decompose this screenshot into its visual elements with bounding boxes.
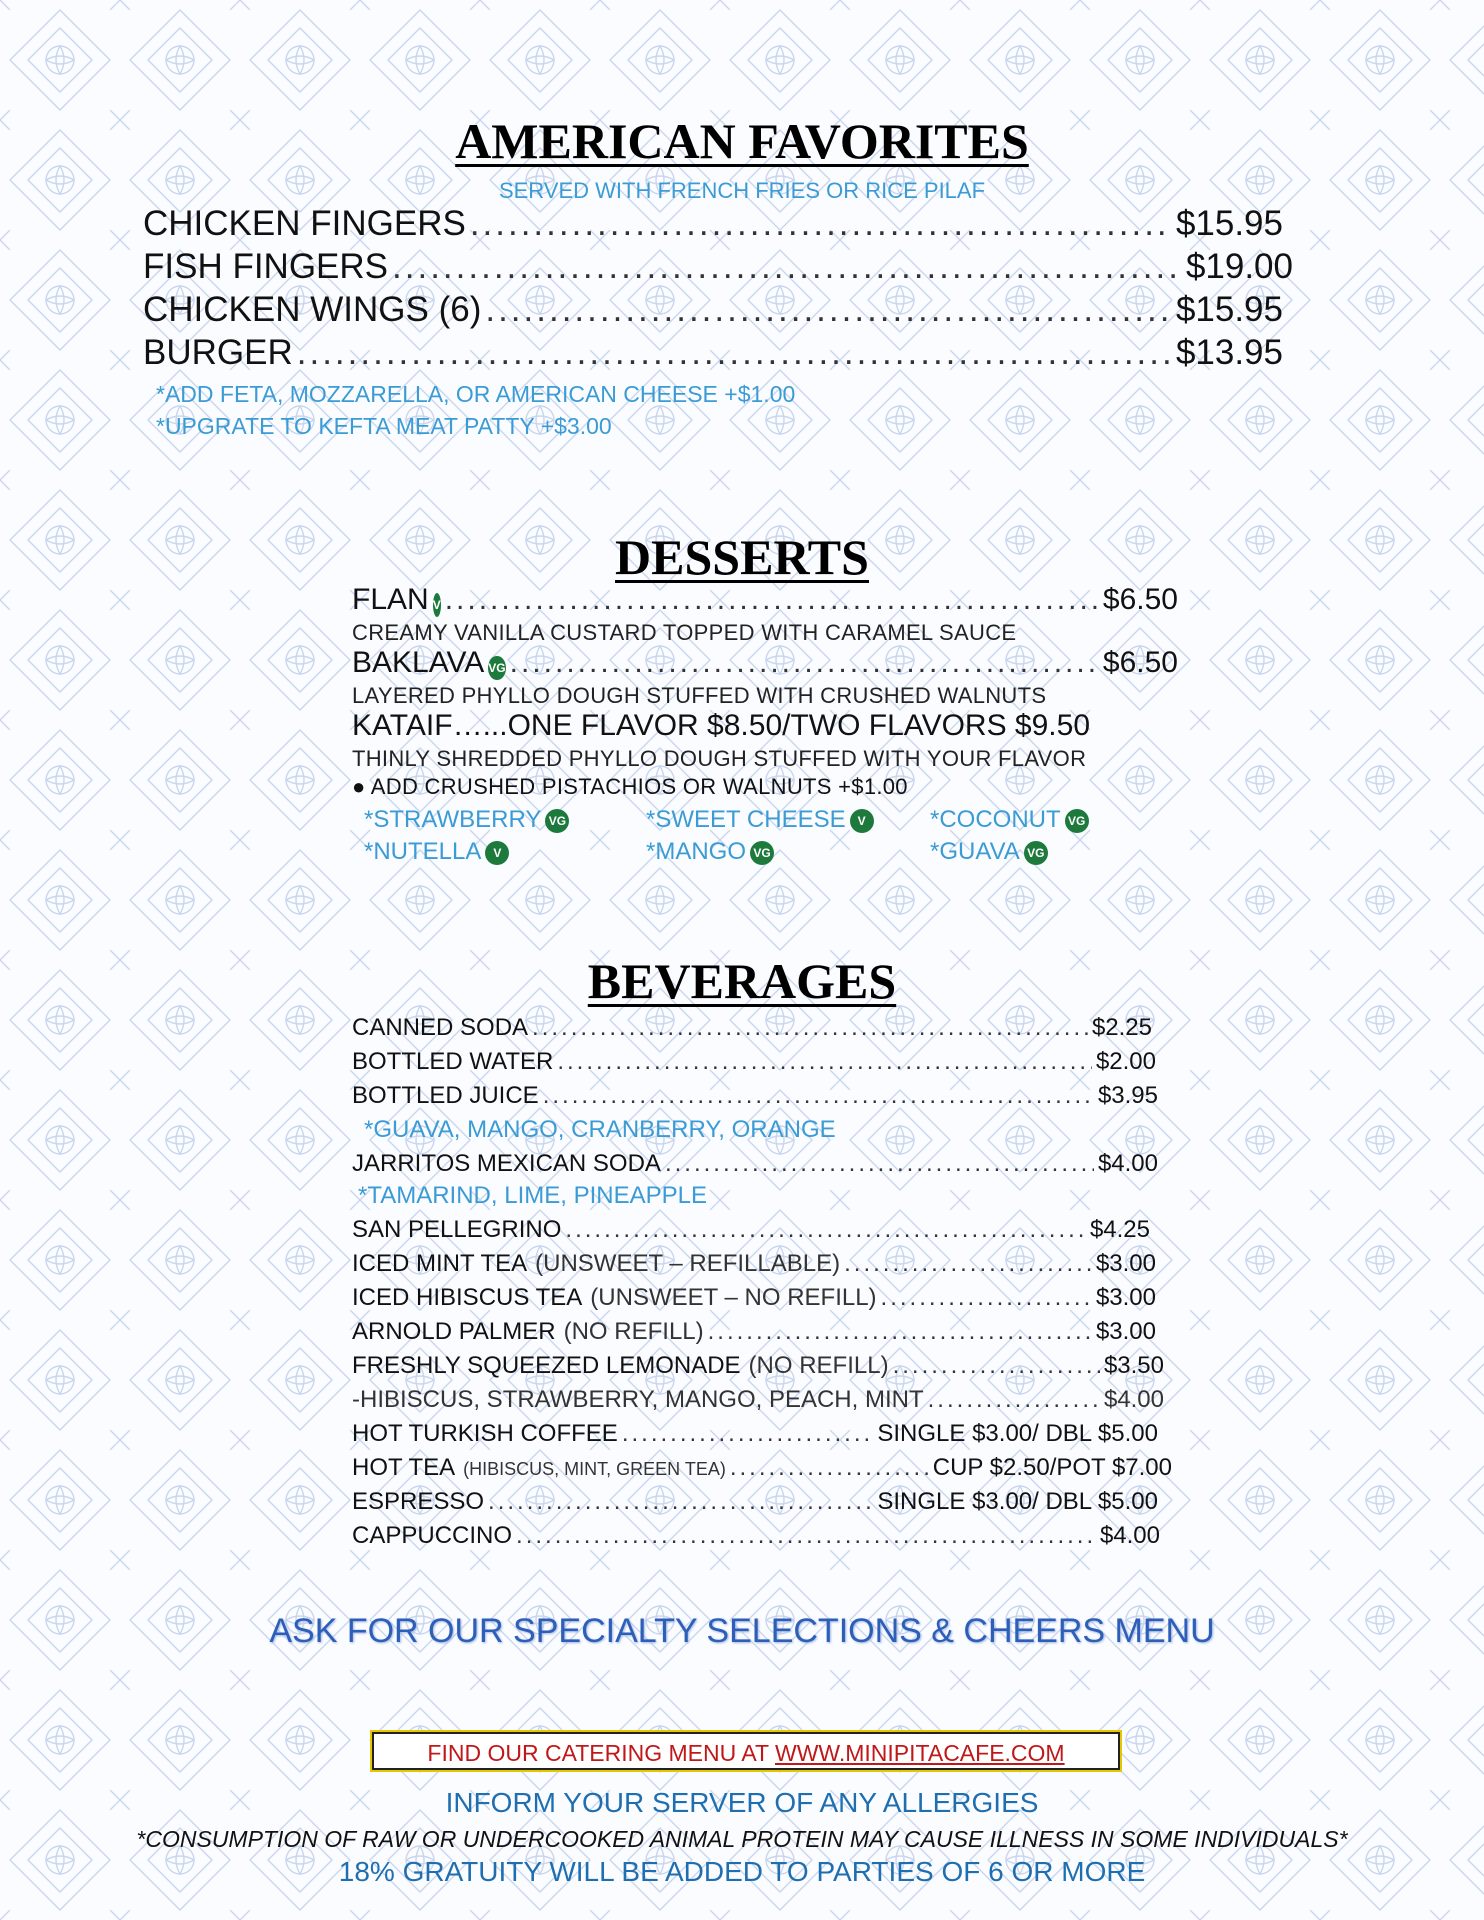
leader-dots <box>565 1216 1086 1244</box>
item-name: FLAN <box>352 583 429 616</box>
beverage-iced-hibiscus-tea <box>352 1284 1156 1312</box>
item-price: $3.00 <box>1095 1284 1156 1311</box>
baklava-description: LAYERED PHYLLO DOUGH STUFFED WITH CRUSHED WALNUTS <box>352 683 1047 708</box>
item-price: $15.95 <box>1175 290 1283 329</box>
catering-text: FIND OUR CATERING MENU AT <box>427 1740 775 1766</box>
leader-dots <box>665 1150 1094 1178</box>
vegan-badge-icon: VG <box>1024 841 1048 865</box>
item-name: ICED MINT TEA <box>352 1250 528 1277</box>
item-price: $3.50 <box>1103 1352 1164 1379</box>
leader-dots <box>510 646 1099 680</box>
flavor-mango <box>646 838 774 866</box>
item-price: $3.95 <box>1097 1082 1158 1109</box>
item-name: CANNED SODA <box>352 1014 529 1041</box>
item-price: $19.00 <box>1185 247 1293 286</box>
menu-item-baklava <box>352 646 1178 680</box>
item-price: ONE FLAVOR $8.50/TWO FLAVORS $9.50 <box>507 709 1090 742</box>
item-name: BURGER <box>143 333 293 372</box>
flan-description: CREAMY VANILLA CUSTARD TOPPED WITH CARAMEL SAUCE <box>352 620 1017 645</box>
leader-dots <box>881 1284 1092 1312</box>
flavor-name: *NUTELLA <box>364 838 482 865</box>
burger-cheese-note: *ADD FETA, MOZZARELLA, OR AMERICAN CHEESE +$1.00 <box>156 381 796 407</box>
catering-website-link[interactable]: WWW.MINIPITACAFE.COM <box>774 1740 1065 1766</box>
item-price: $4.00 <box>1097 1150 1158 1177</box>
kataif-description: THINLY SHREDDED PHYLLO DOUGH STUFFED WITH YOUR FLAVOR <box>352 746 1087 771</box>
beverages-title: BEVERAGES <box>587 953 897 1009</box>
item-name: ARNOLD PALMER <box>352 1318 556 1345</box>
item-price: $4.00 <box>1099 1522 1160 1549</box>
item-name: FISH FINGERS <box>143 247 389 286</box>
menu-item-fish-fingers <box>143 247 1293 287</box>
beverage-arnold-palmer <box>352 1318 1156 1346</box>
menu-item-burger <box>143 333 1283 373</box>
item-price: SINGLE $3.00/ DBL $5.00 <box>877 1420 1158 1447</box>
item-name: ICED HIBISCUS TEA <box>352 1284 583 1311</box>
item-name: -HIBISCUS, STRAWBERRY, MANGO, PEACH, MINT <box>352 1386 924 1413</box>
leader-dots <box>708 1318 1092 1346</box>
item-name: JARRITOS MEXICAN SODA <box>352 1150 661 1177</box>
item-name: HOT TURKISH COFFEE <box>352 1420 618 1447</box>
beverage-turkish-coffee <box>352 1420 1158 1448</box>
leader-dots <box>445 583 1099 617</box>
vegetarian-badge-icon: V <box>850 809 874 833</box>
flavor-name: *COCONUT <box>930 806 1061 833</box>
beverage-bottled-water <box>352 1048 1156 1076</box>
item-price: $3.00 <box>1095 1318 1156 1345</box>
leader-dots <box>532 1014 1088 1042</box>
vegetarian-badge-icon: V <box>485 841 509 865</box>
item-price: SINGLE $3.00/ DBL $5.00 <box>877 1488 1158 1515</box>
item-price: $2.25 <box>1091 1014 1152 1041</box>
leader-dots <box>488 1488 873 1516</box>
leader-dots <box>844 1250 1092 1278</box>
item-price: $4.00 <box>1103 1386 1164 1413</box>
item-name: BOTTLED WATER <box>352 1048 554 1075</box>
item-name: BAKLAVA <box>352 646 485 679</box>
american-favorites-subtitle: SERVED WITH FRENCH FRIES OR RICE PILAF <box>498 178 986 203</box>
flavor-guava <box>930 838 1048 866</box>
beverage-espresso <box>352 1488 1158 1516</box>
leader-dots <box>485 290 1172 330</box>
item-name: BOTTLED JUICE <box>352 1082 539 1109</box>
beverage-cappuccino <box>352 1522 1160 1550</box>
item-name: HOT TEA <box>352 1454 456 1481</box>
item-price: $4.25 <box>1089 1216 1150 1243</box>
vegan-badge-icon: VG <box>1065 809 1089 833</box>
item-price: $13.95 <box>1175 333 1283 372</box>
item-price: $6.50 <box>1102 583 1178 616</box>
item-price: $6.50 <box>1102 646 1178 679</box>
vegetarian-badge-icon: V <box>433 593 441 617</box>
leader-dots <box>392 247 1182 287</box>
item-price: CUP $2.50/POT $7.00 <box>932 1454 1172 1481</box>
item-name: FRESHLY SQUEEZED LEMONADE <box>352 1352 741 1379</box>
vegan-badge-icon: VG <box>545 809 569 833</box>
burger-kefta-note: *UPGRATE TO KEFTA MEAT PATTY +$3.00 <box>156 413 612 439</box>
catering-notice-box <box>370 1730 1122 1772</box>
beverage-san-pellegrino <box>352 1216 1150 1244</box>
flavor-sweet-cheese <box>646 806 874 834</box>
flavor-coconut <box>930 806 1089 834</box>
menu-item-chicken-fingers <box>143 204 1283 244</box>
item-price: $2.00 <box>1095 1048 1156 1075</box>
menu-item-chicken-wings <box>143 290 1283 330</box>
leader-dots <box>893 1352 1100 1380</box>
vegan-badge-icon: VG <box>488 656 505 680</box>
leader-dots <box>470 204 1172 244</box>
gratuity-notice: 18% GRATUITY WILL BE ADDED TO PARTIES OF 6 OR MORE <box>338 1856 1146 1887</box>
leader-dots <box>297 333 1172 373</box>
beverage-bottled-juice <box>352 1082 1158 1110</box>
beverage-lemonade <box>352 1352 1164 1380</box>
item-detail: (NO REFILL) <box>563 1318 704 1345</box>
item-price: $3.00 <box>1095 1250 1156 1277</box>
leader-dots <box>543 1082 1094 1110</box>
kataif-addon: ● ADD CRUSHED PISTACHIOS OR WALNUTS +$1.00 <box>352 774 908 799</box>
item-name: CHICKEN WINGS (6) <box>143 290 482 329</box>
item-detail: (HIBISCUS, MINT, GREEN TEA) <box>463 1459 726 1479</box>
item-detail: (UNSWEET – REFILLABLE) <box>535 1250 841 1277</box>
flavor-name: *MANGO <box>646 838 747 865</box>
beverage-hot-tea <box>352 1454 1172 1482</box>
item-name: ESPRESSO <box>352 1488 485 1515</box>
leader-dots <box>928 1386 1100 1414</box>
allergies-notice: INFORM YOUR SERVER OF ANY ALLERGIES <box>445 1787 1039 1818</box>
item-separator: …... <box>452 709 508 742</box>
leader-dots <box>622 1420 874 1448</box>
item-detail: (UNSWEET – NO REFILL) <box>590 1284 877 1311</box>
specialty-menu-notice: ASK FOR OUR SPECIALTY SELECTIONS & CHEERS MENU <box>269 1612 1215 1650</box>
bottled-juice-flavors: *GUAVA, MANGO, CRANBERRY, ORANGE <box>364 1116 836 1143</box>
flavor-name: *STRAWBERRY <box>364 806 542 833</box>
item-name: SAN PELLEGRINO <box>352 1216 562 1243</box>
flavor-strawberry <box>364 806 569 834</box>
menu-item-kataif <box>352 709 1178 743</box>
leader-dots <box>557 1048 1092 1076</box>
item-name: KATAIF <box>352 709 453 742</box>
item-name: CHICKEN FINGERS <box>143 204 466 243</box>
desserts-title: DESSERTS <box>615 529 869 585</box>
flavor-name: *GUAVA <box>930 838 1020 865</box>
menu-item-flan <box>352 583 1178 617</box>
beverage-lemonade-flavors <box>352 1386 1164 1414</box>
american-favorites-title: AMERICAN FAVORITES <box>455 113 1029 169</box>
raw-food-warning: *CONSUMPTION OF RAW OR UNDERCOOKED ANIMAL PROTEIN MAY CAUSE ILLNESS IN SOME INDIVIDUALS* <box>136 1826 1348 1852</box>
beverage-canned-soda <box>352 1014 1152 1042</box>
beverage-jarritos <box>352 1150 1158 1178</box>
vegan-badge-icon: VG <box>750 841 774 865</box>
item-price: $15.95 <box>1175 204 1283 243</box>
item-detail: (NO REFILL) <box>748 1352 889 1379</box>
leader-dots <box>730 1454 929 1482</box>
flavor-nutella <box>364 838 509 866</box>
flavor-name: *SWEET CHEESE <box>646 806 846 833</box>
leader-dots <box>516 1522 1096 1550</box>
jarritos-flavors: *TAMARIND, LIME, PINEAPPLE <box>358 1182 707 1209</box>
item-name: CAPPUCCINO <box>352 1522 513 1549</box>
beverage-iced-mint-tea <box>352 1250 1156 1278</box>
